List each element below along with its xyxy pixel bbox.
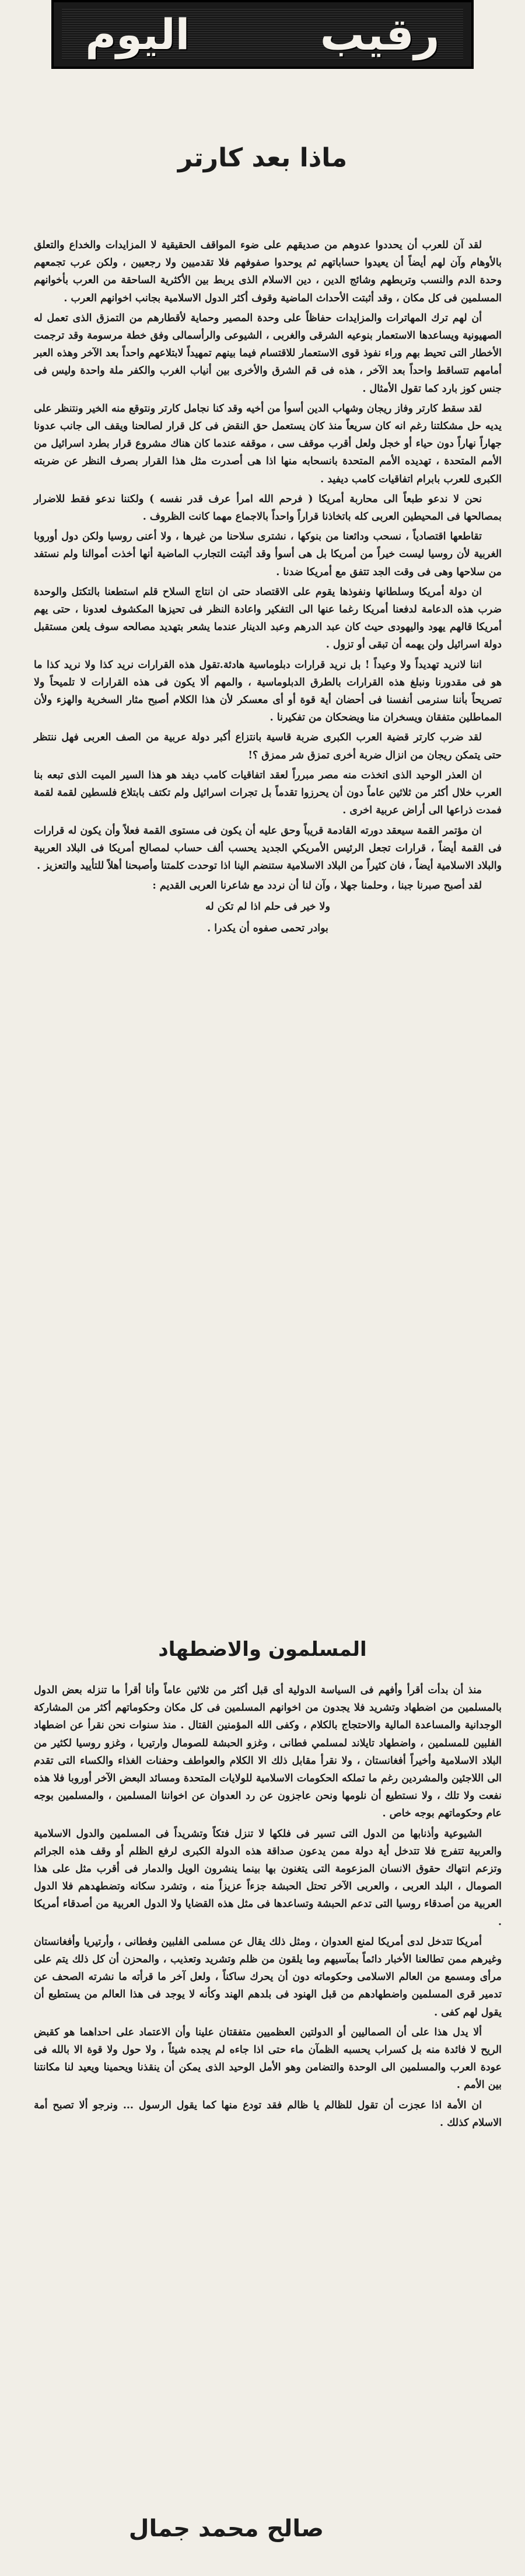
paragraph: نحن لا ندعو طبعاً الى محاربة أمريكا ( فرحم الله امرأ عرف قدر نفسه ) ولكننا ندعو فقط للاضرار بمصالحها فى المحيطين العربى كله باتخاذنا قراراً واحداً بالاجماع مهما كانت الظروف . bbox=[34, 493, 502, 523]
paragraph: لقد سقط كارتر وفاز ريجان وشهاب الدين أسوأ من أخيه وقد كنا نجامل كارتر ونتوقع منه الخير ونتنظر على يديه حل مشكلتنا رغم انه كان سريعاً منذ كان يستعمل حق النقض فى كل قرار لصالحنا ويقف الى جانب عدونا جهاراً نهاراً دون حياء أو خجل ولعل أقرب موقف سى ، موقفه عندما كان هناك مشروع قرار بطرد اسرائيل من الأمم المتحدة ، تهديده الأمم المتحدة بانسحابه منها اذا هى أصدرت مثل هذا القرار بصرف النظر عن ضربته الكبرى للعرب بابرام اتفاقيات كامب ديفيد . bbox=[34, 402, 502, 485]
paragraph: أمريكا تتدخل لدى أمريكا لمنع العدوان ، ومثل ذلك يقال عن مسلمى الفلبين وفطانى ، وأرتيريا وأفغانستان وغيرهم ممن تطالعنا الأخبار دائماً بمآسيهم وما يلقون من ظلم وتشريد وتعذيب ، والمحزن أن كل ذلك يتم على مرأى ومسمع من العالم الاسلامى وحكوماته دون أن يحرك ساكناً ، ولعل آخر ما قرأته ما نشرته الصحف عن تدمير قرى المسلمين واضطهادهم من قبل الهنود فى بلدهم الهند وكأنه لا يوجد فى هذا العالم من يستطيع أن يقول لهم كفى . bbox=[34, 1936, 502, 2018]
paragraph: ان الأمة اذا عجزت أن تقول للظالم يا ظالم فقد تودع منها كما يقول الرسول ... ونرجو ألا تصبح أمة الاسلام كذلك . bbox=[34, 2099, 502, 2129]
paragraph: ان دولة أمريكا وسلطانها ونفوذها يقوم على الاقتصاد حتى ان انتاج السلاح قلم استطعنا بالتكتل والوحدة ضرب هذه الدعامة لدفعنا أمريكا رغما عنها الى التفكير واعادة النظر فى تحيزها المكشوف لعدونا ، حتى يهم أمريكا قالهم يهود واليهودى حيث كان عبد الدرهم وعبد الدينار عندما يشعر بتهديد مصالحه سوف يلعن مستقبل دولة اسرائيل ولن يهمه أن تبقى أو تزول . bbox=[34, 586, 502, 651]
section-subtitle: المسلمون والاضطهاد bbox=[158, 1638, 367, 1661]
poem-line: بوادر تحمى صفوه أن يكدرا . bbox=[207, 922, 328, 934]
header-word-raqeeb: رقيب bbox=[320, 8, 440, 60]
paragraph: الشيوعية وأذنابها من الدول التى تسير فى فلكها لا تنزل فتكاً وتشريداً فى المسلمين والدول الاسلامية والعربية تتفرج فلا تتدخل أية دولة ممن يدعون صداقة هذه الدولة الكبرى لرفع الظلم أو وقف هذه الجرائم وتزعم انتهاك حقوق الانسان المزعومة التى يتغنون بها بينما ينشرون الويل والدمار فى أقرب مثل على هذا الصومال ، البلد العربى ، والعربى الآخر تحتل الحبشة جزءاً عزيزاً منه ، وتشرد سكانه وتضطهدهم فلا الدول العربية من أصدقاء روسيا التى تدعم الحبشة وتساعدها فى مثل هذه القضايا ولا الدول العربية من أصدقاء أمريكا . bbox=[34, 1827, 502, 1928]
column-header-banner bbox=[51, 0, 474, 69]
article-body-part1 bbox=[34, 236, 502, 941]
poem-line: ولا خير فى حلم اذا لم تكن له bbox=[205, 901, 330, 913]
paragraph: لقد آن للعرب أن يحددوا عدوهم من صديقهم على ضوء المواقف الحقيقية لا المزايدات والخداع والتعلق بالأوهام وآن لهم أيضاً أن يعيدوا حساباتهم ثم يوحدوا صفوفهم فلا تقدميين ولا رجعيين ، ولكن عرب تجمعهم وحدة الدم والنسب وتربطهم وشائج الدين ، دين الاسلام الذى يربط بين الأكثرية الساحقة من العرب بأخوانهم المسلمين فى كل مكان ، وقد أثبتت الأحداث الماضية وقوف أكثر الدول الاسلامية بجانب اخوانهم العرب . bbox=[34, 239, 502, 304]
paragraph: ان مؤتمر القمة سيعقد دورته القادمة قريباً وحق عليه أن يكون فى مستوى القمة فعلاً وأن يكون له قرارات فى القمة أيضاً ، قرارات تجعل الرئيس الأمريكي الجديد يحسب ألف حساب لمصالح أمريكا فى البلاد العربية والبلاد الاسلامية أيضاً ، فان كثيراً من البلاد الاسلامية ستنضم الينا اذا توحدت كلمتنا وأصبحنا أهلاً للتأييد والتعزيز . bbox=[34, 824, 502, 872]
paragraph: ألا يدل هذا على أن الصماليين أو الدولتين العظميين متفقتان علينا وأن الاعتماد على احداهما هو كقبض الريح لا فائدة منه بل كسراب يحسبه الظمآن ماء حتى اذا جاءه لم يجده شيئاً ، ولا حول ولا قوة الا بالله فى عودة العرب والمسلمين الى الوحدة والتضامن وهو الأمل الوحيد الذى يمكن أن ينقذنا ويحمينا ويعيد لنا مكانتنا بين الأمم . bbox=[34, 2026, 502, 2091]
paragraph: لقد ضرب كارتر قضية العرب الكبرى ضربة قاسية بانتزاع أكبر دولة عربية من الصف العربى فهل ننتظر حتى يتمكن ريجان من انزال ضربة أخرى تمزق شر ممزق ؟! bbox=[34, 732, 502, 761]
paragraph: تقاطعها اقتصادياً ، نسحب ودائعنا من بنوكها ، نشترى سلاحنا من غيرها ، ولا أعنى روسيا ولكن دول أوروبا الغربية لأن روسيا ليست خيراً من أمريكا بل هى أسوأ وقد أثبتت التجارب الماضية أنها أخذت أموالنا ولم نستفد من سلاحها وهى فى وقت الجد تتفق مع أمريكا ضدنا . bbox=[34, 531, 502, 578]
paragraph: ان العذر الوحيد الذى اتخذت منه مصر مبرراً لعقد اتفاقيات كامب ديفد هو هذا السير الميت الذى تبعه بنا العرب خلال أكثر من ثلاثين عاماً دون أن يحرزوا تقدماً بل تجرات اسرائيل ولم تكتف بابتلاع فلسطين لقمة لقمة فمدت ذراعها الى أراض عربية اخرى . bbox=[34, 769, 502, 817]
article-body-part2 bbox=[34, 1682, 502, 2134]
paragraph: منذ أن بدأت أقرأ وأفهم فى السياسة الدولية أى قبل أكثر من ثلاثين عاماً وأنا أقرأ ما تنزله بعض الدول بالمسلمين من اضطهاد وتشريد فلا يجدون من اخوانهم المسلمين فى كل مكان وحكوماتهم أكثر من المشاركة الوجدانية والمساعدة المالية والاحتجاج بالكلام ، وكفى الله المؤمنين القتال . منذ سنوات نحن نقرأ عن اضطهاد الفلبين للمسلمين ، واضطهاد تايلاند لمسلمي فطانى ، وغزو الحبشة للصومال وارتيريا ، وغزو روسيا لكثير من البلاد الاسلامية وأخيراً أفغانستان ، ولا نقرأ مقابل ذلك الا الكلام والعواطف وحفنات الغذاء والكساء التى تقدم الى اللاجئين والمشردين رغم ما تملكه الحكومات الاسلامية للولايات المتحدة ومسائد البعض الآخر أوروبا فلا هذه نفعت ولا تلك ، ولا نستطيع أن نلومها ونحن عاجزون عن رد العدوان عن اخواننا المسلمين ، والمسلمين بوجه عام وحكوماتهم بوجه خاص . bbox=[34, 1684, 502, 1820]
column-header-inner bbox=[62, 9, 463, 60]
article-title: ماذا بعد كارتر bbox=[177, 143, 348, 173]
author-signature: صالح محمد جمال bbox=[128, 2515, 324, 2542]
paragraph: اننا لانريد تهديداً ولا وعيداً ! بل نريد قرارات دبلوماسية هادئة.تقول هذه القرارات نريد كذا ولا نريد كذا ما هو فى مقدورنا ونبلغ هذه القرارات بالطرق الدبلوماسية ، والمهم ألا يكون فى هذه القرارات لا تلميحاً ولا تصريحاً بأننا سنرمى أنفسنا فى أحضان أية قوة أو أى معسكر لأن هذا الكلام أصبح مثار السخرية والهزء ولأن المماطلين متفقان ويسخران منا ويضحكان من تفكيرنا . bbox=[34, 659, 502, 724]
paragraph: أن لهم ترك المهاترات والمزايدات حفاظاً على وحدة المصير وحماية لأقطارهم من التمزق الذى تعمل له الصهيونية ويساعدها الاستعمار بنوعيه الشرقى والغربى ، الشيوعى والرأسمالى وفق خطة مرسومة وقد ترجمت الأخطار التى تحيط بهم وراء نفوذ قوى الاستعمار للاقتسام فيما بينهم تمهيداً لابتلاعهم واحداً بعد الآخر وهذه العبر أمامهم تتساقط واحداً بعد الآخر ، هذه فى قم الشرق والأخرى بين أنياب الغرب والكفر ملة واحدة وليس فى جنس كوز بارد كما تقول الأمثال . bbox=[34, 312, 502, 395]
header-word-alyoum: اليوم bbox=[85, 10, 190, 59]
paragraph: لقد أصبح صبرنا جبنا ، وحلمنا جهلا ، وآن لنا أن نردد مع شاعرنا العربى القديم : bbox=[152, 880, 482, 892]
